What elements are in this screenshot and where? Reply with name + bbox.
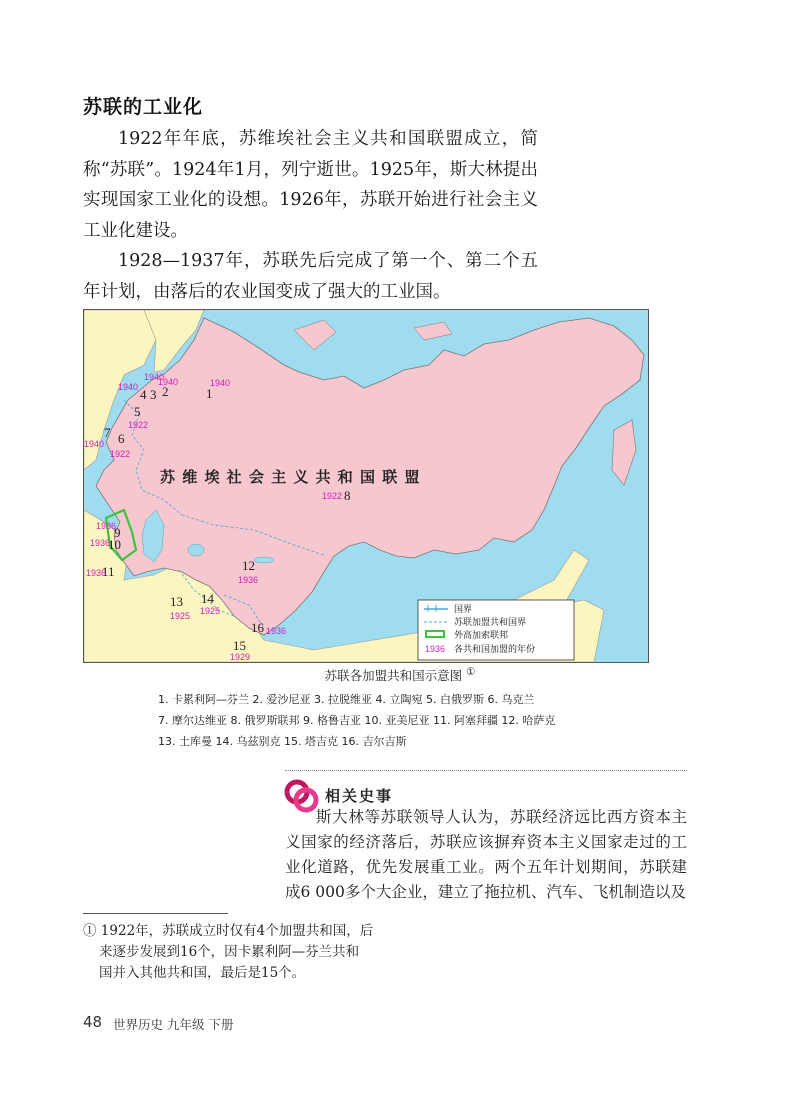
map-year-6: 1922 — [110, 449, 131, 459]
footnote-text-1: 1922年，苏联成立时仅有4个加盟共和国，后 — [100, 923, 374, 939]
map-num-9: 9 — [114, 525, 121, 540]
footnote-line-3: 国并入其他共和国，最后是15个。 — [99, 965, 306, 981]
footnote-line-2: 来逐步发展到16个，因卡累利阿—芬兰共和 — [99, 944, 360, 960]
map-num-6: 6 — [118, 431, 125, 446]
map-year-12: 1936 — [238, 575, 259, 585]
map-year-1: 1940 — [210, 378, 231, 388]
footnote-marker: ① — [83, 923, 97, 939]
paragraph-2: 1928—1937年，苏联先后完成了第一个、第二个五年计划，由落后的农业国变成了强大的工业国。 — [83, 251, 538, 302]
map-year-5: 1922 — [128, 420, 149, 430]
related-paragraph: 斯大林等苏联领导人认为，苏联经济远比西方资本主义国家的经济落后，苏联应该摒弃资本主义国家走过的工业化道路，优先发展重工业。两个五年计划期间，苏联建成6 000多个大企业，建立了拖拉机、汽车、飞机制造以及 — [285, 808, 687, 901]
body-text — [83, 124, 538, 307]
map-year-15: 1929 — [230, 652, 251, 662]
republic-list-row: 7. 摩尔达维亚 8. 俄罗斯联邦 9. 格鲁吉亚 10. 亚美尼亚 11. 阿塞拜疆 12. 哈萨克 — [158, 714, 556, 727]
map-num-7: 7 — [104, 425, 111, 440]
map-year-2: 1940 — [158, 377, 179, 387]
map-caption-text: 苏联各加盟共和国示意图 — [324, 668, 463, 684]
map-num-3: 3 — [150, 387, 157, 402]
map-year-16: 1936 — [266, 626, 287, 636]
map-num-4: 4 — [140, 387, 147, 402]
legend-year-joined: 各共和国加盟的年份 — [454, 645, 536, 655]
republic-list — [158, 689, 555, 752]
map-year-14: 1925 — [200, 606, 221, 616]
map-num-10: 10 — [108, 537, 121, 552]
page-number: 48 — [83, 1013, 103, 1031]
map-year-13: 1925 — [170, 611, 191, 621]
map-year-7: 1940 — [84, 439, 105, 449]
map-num-14: 14 — [201, 591, 214, 606]
map-num-16: 16 — [251, 620, 264, 635]
map-year-3: 1940 — [144, 372, 165, 382]
map-num-5: 5 — [134, 404, 141, 419]
ussr-map — [83, 309, 649, 663]
map-num-12: 12 — [242, 558, 255, 573]
section-title: 苏联的工业化 — [83, 96, 204, 118]
map-year-11: 1936 — [86, 568, 107, 578]
map-caption-note: ① — [466, 666, 476, 678]
related-text — [285, 805, 687, 905]
legend-sample-year: 1936 — [425, 644, 446, 654]
map-year-4: 1940 — [118, 382, 139, 392]
footnote — [83, 921, 383, 984]
map-year-10: 1936 — [90, 538, 111, 548]
republic-list-row: 13. 土库曼 14. 乌兹别克 15. 塔吉克 16. 吉尔吉斯 — [158, 735, 407, 748]
map-legend — [418, 600, 574, 660]
ussr-label: 苏 维 埃 社 会 主 义 共 和 国 联 盟 — [160, 468, 421, 486]
map-num-11: 11 — [102, 564, 115, 579]
map-caption — [0, 666, 800, 684]
book-title: 世界历史 九年级 下册 — [113, 1017, 234, 1032]
map-year-9: 1936 — [96, 521, 117, 531]
legend-transcaucasian: 外高加索联邦 — [454, 631, 509, 641]
footnote-line-1 — [83, 921, 383, 942]
republic-list-row: 1. 卡累利阿—芬兰 2. 爱沙尼亚 3. 拉脱维亚 4. 立陶宛 5. 白俄罗斯 6. 乌克兰 — [158, 693, 535, 706]
legend-republic-border: 苏联加盟共和国界 — [454, 618, 527, 628]
related-divider — [285, 770, 687, 771]
related-title: 相关史事 — [325, 787, 394, 805]
map-year-8: 1922 — [322, 491, 343, 501]
map-num-2: 2 — [162, 384, 169, 399]
map-num-1: 1 — [206, 386, 213, 401]
footnote-rule — [83, 913, 228, 914]
legend-border: 国界 — [454, 605, 473, 615]
map-num-8: 8 — [344, 488, 351, 503]
map-num-15: 15 — [233, 638, 246, 653]
paragraph-1: 1922年年底，苏维埃社会主义共和国联盟成立，简称“苏联”。1924年1月，列宁逝世。1925年，斯大林提出实现国家工业化的设想。1926年，苏联开始进行社会主义工业化建设。 — [83, 129, 538, 241]
map-num-13: 13 — [170, 594, 183, 609]
